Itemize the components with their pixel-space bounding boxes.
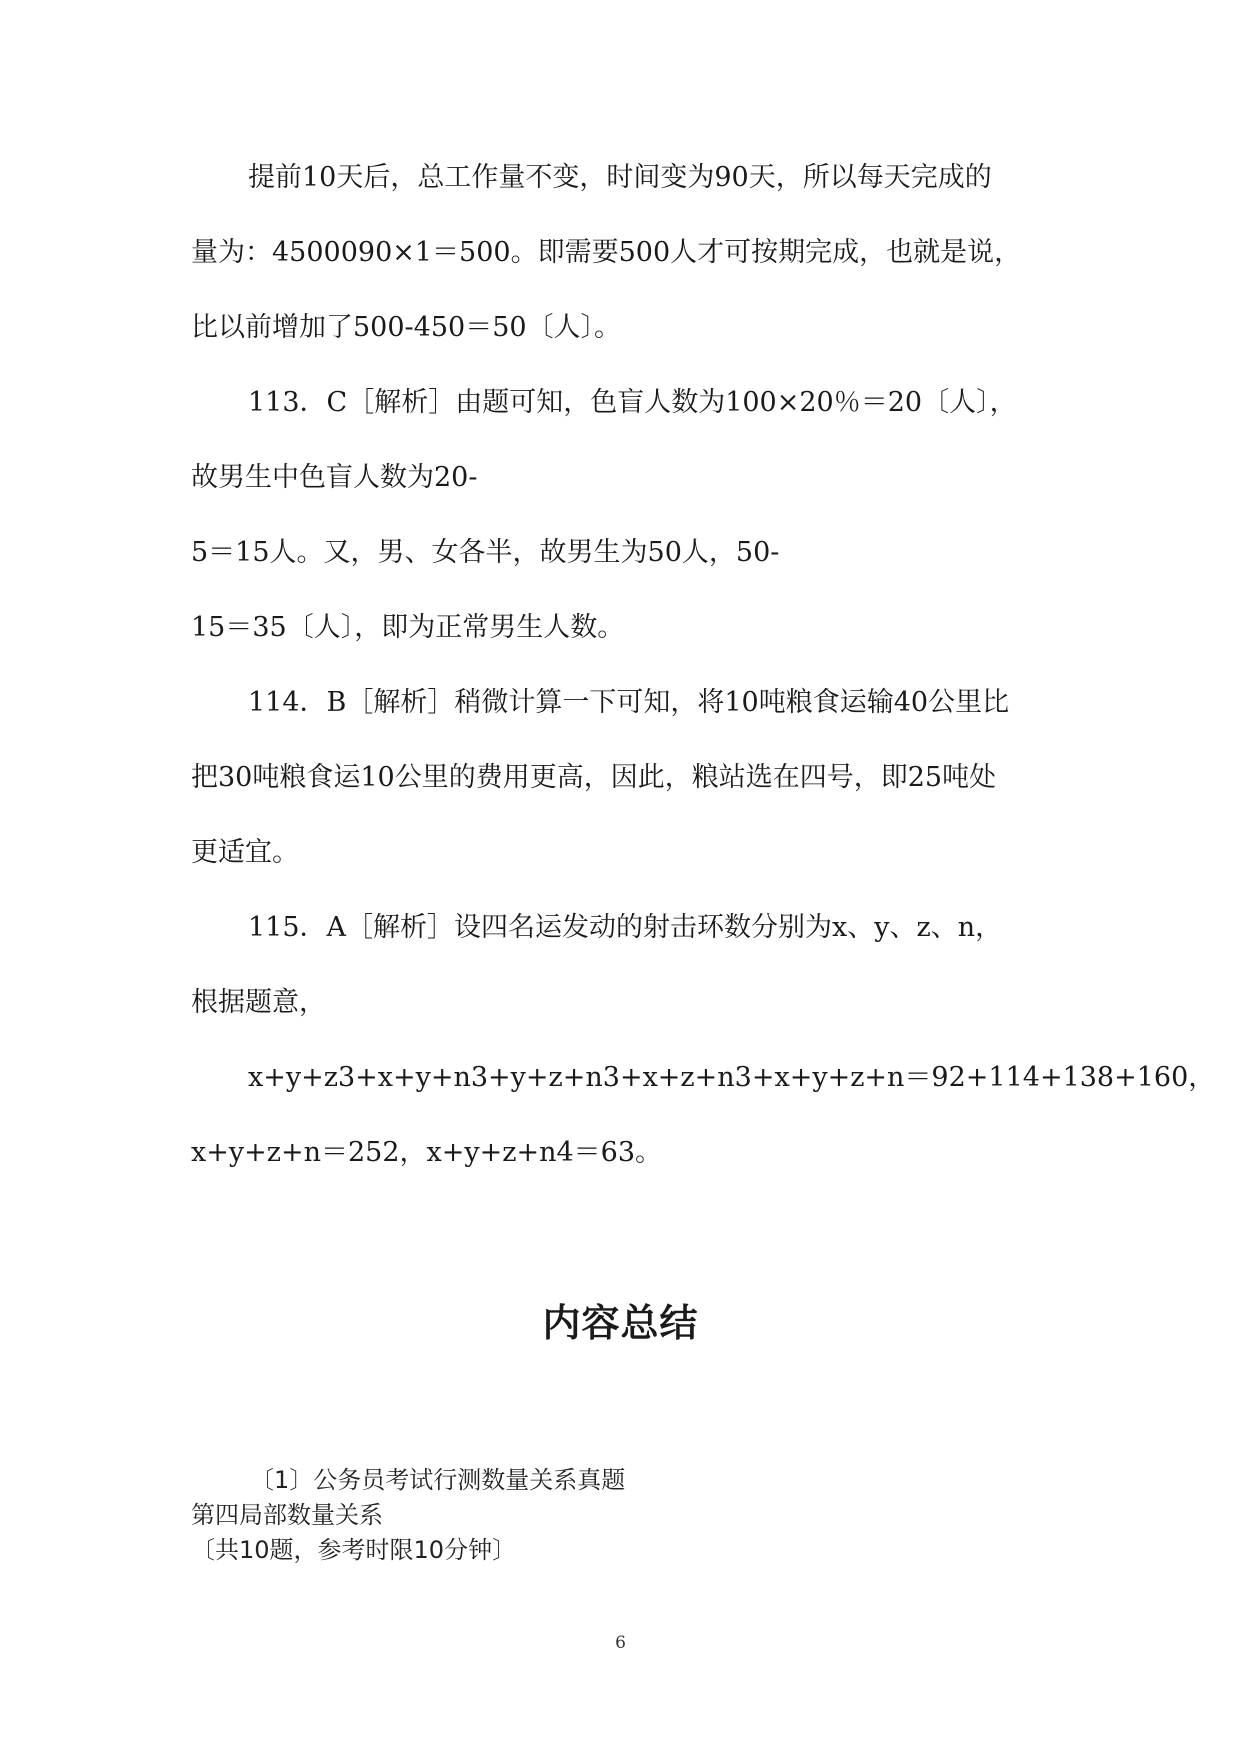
body-line: 故男生中色盲人数为20-: [191, 462, 478, 493]
body-line: 比以前增加了500-450＝50〔人〕。: [191, 312, 622, 343]
page-number: 6: [615, 1633, 626, 1653]
equation-line: x+y+z+n＝252，x+y+z+n4＝63。: [191, 1137, 662, 1168]
solution-115-line: 115．A［解析］设四名运发动的射击环数分别为x、y、z、n，: [248, 912, 1003, 943]
body-line: 根据题意，: [191, 987, 326, 1018]
solution-113-line: 113．C［解析］由题可知，色盲人数为100×20％＝20〔人〕，: [248, 387, 1017, 418]
body-line: 15＝35〔人〕，即为正常男生人数。: [191, 612, 625, 643]
body-line: 提前10天后，总工作量不变，时间变为90天，所以每天完成的: [248, 162, 992, 193]
equation-line: x+y+z3+x+y+n3+y+z+n3+x+z+n3+x+y+z+n＝92+114+138+160，: [248, 1062, 1216, 1093]
summary-line: 第四局部数量关系: [191, 1501, 383, 1529]
body-line: 5＝15人。又，男、女各半，故男生为50人，50-: [191, 537, 780, 568]
body-line: 量为：4500090×1＝500。即需要500人才可按期完成，也就是说，: [191, 237, 1022, 268]
summary-line: 〔1〕公务员考试行测数量关系真题: [250, 1466, 626, 1494]
body-line: 把30吨粮食运10公里的费用更高，因此，粮站选在四号，即25吨处: [191, 762, 997, 793]
body-line: 更适宜。: [191, 837, 299, 868]
solution-114-line: 114．B［解析］稍微计算一下可知，将10吨粮食运输40公里比: [248, 687, 1010, 718]
summary-line: 〔共10题，参考时限10分钟〕: [191, 1536, 517, 1564]
summary-heading: 内容总结: [542, 1301, 699, 1345]
